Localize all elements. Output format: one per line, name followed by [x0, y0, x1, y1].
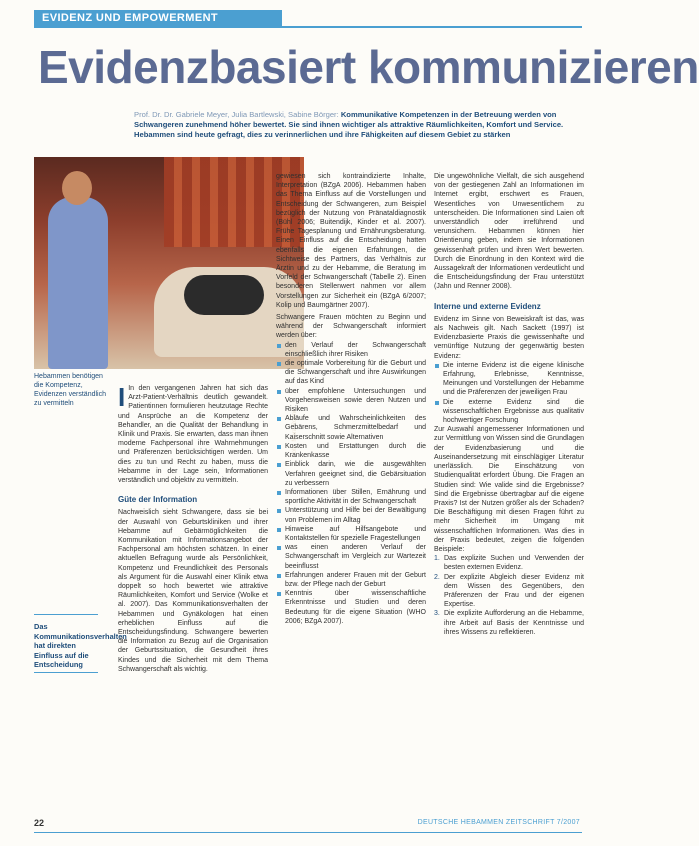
- photo-caption: Hebammen benötigen die Kompetenz, Evidenzen verständlich zu vermitteln: [34, 373, 106, 407]
- magazine-name: DEUTSCHE HEBAMMEN ZEITSCHRIFT 7/2007: [417, 819, 580, 826]
- list-item-text: Informationen über Stillen, Ernährung und sportliche Aktivität in der Schwangerschaft: [285, 488, 426, 506]
- photo-patient: [184, 275, 264, 315]
- col3-body2: Zur Auswahl angemessener Informationen und zur Vermittlung von Wissen sind die Grundlagen der Evidenzbasierung und die Auseinandersetzung mit einschlägiger Literatur unerlässlich. Die Einschätzung von Studienqualität erfordert Übung. Die Fragen an Studien sind: Wie valide sind die Ergebnisse? Sind die Ergebnisse übertragbar auf die eigene Praxis? Ist der Nutzen größer als der Schaden? Die Beschäftigung mit diesen Fragen führt zu mehr Sicherheit im Umgang mit wissenschaftlichen Informationen. Was dies in der Praxis bedeutet, zeigen die folgenden Beispiele:: [434, 426, 584, 553]
- list-item: [276, 359, 426, 387]
- column-1: [118, 384, 268, 809]
- col1-intro-text: In den vergangenen Jahren hat sich das Arzt-Patient-Verhältnis deutlich gewandelt. Patientinnen formulieren heutzutage Rechte und Ansprüche an die Kompetenz der Behandler, an die Qualität der Behandlung in Klinik und Praxis. Sie erwarten, dass man ihnen moderne Fachpersonal ihre Wahrnehmungen und Präferenzen berücksichtigen werden. Um dies zu tun und Recht zu haben, muss die Hebamme in der Lage sein, Informationen verständlich und objektiv zu vermitteln.: [118, 385, 268, 485]
- col3-body: Evidenz im Sinne von Beweiskraft ist das, was als Nachweis gilt. Nach Sackett (1997) ist Evidenzbasierte Praxis die gewissenhafte und vernünftige Nutzung der gegenwärtig besten Evidenz:: [434, 315, 584, 360]
- list-item-text: über empfohlene Untersuchungen und Vorgehensweisen sowie deren Nutzen und Risiken: [285, 387, 426, 414]
- col3-heading: Interne und externe Evidenz: [434, 301, 541, 311]
- col1-intro-paragraph: [118, 384, 268, 485]
- list-item-text: Unterstützung und Hilfe bei der Bewältigung von Problemen im Alltag: [285, 507, 426, 524]
- section-band: [34, 10, 282, 26]
- photo-credit: Foto: Mara Rohne: [292, 408, 298, 457]
- col3-numbered-list: [434, 554, 584, 637]
- list-item-text: die optimale Vorbereitung für die Geburt und die Schwangerschaft und ihre Auswirkungen auf das Kind: [285, 360, 426, 386]
- list-item-text: Die externe Evidenz sind die wissenschaftlichen Ergebnisse aus qualitativ hochwertiger Forschung: [443, 398, 584, 425]
- list-item: [276, 571, 426, 589]
- list-item: [434, 398, 584, 426]
- list-item-text: Hinweise auf Hilfsangebote und Kontaktstellen für spezielle Fragestellungen: [285, 525, 426, 542]
- list-item: [434, 609, 584, 637]
- col3-list: [434, 361, 584, 425]
- header-rule: [34, 26, 582, 28]
- list-item: [276, 506, 426, 524]
- list-item: [276, 543, 426, 571]
- photo-midwife: [48, 197, 108, 369]
- col2-intro: Schwangere Frauen möchten zu Beginn und während der Schwangerschaft informiert werden über:: [276, 314, 426, 340]
- list-item: [434, 554, 584, 572]
- list-item-text: Die explizite Aufforderung an die Hebamme, ihre Arbeit auf Basis der Kenntnisse und ihres Wissens zu reflektieren.: [444, 610, 584, 636]
- list-item: [276, 341, 426, 359]
- pull-quote-rule-bottom: [34, 672, 98, 673]
- lead-text: Kommunikative Kompetenzen in der Betreuung werden von Schwangeren zunehmend höher bewertet. Sie sind ihnen wichtiger als attraktive Räumlichkeiten, Komfort und Service. Hebammen sind heute gefragt, dies zu verinnerlichen und ihre Fähigkeiten auf diesem Gebiet zu stärken: [134, 110, 564, 139]
- list-item: [276, 525, 426, 543]
- col2-list: [276, 341, 426, 626]
- column-3: [434, 172, 584, 812]
- article-authors: Prof. Dr. Dr. Gabriele Meyer, Julia Bartlewski, Sabine Börger:: [134, 110, 339, 119]
- list-item: [276, 589, 426, 626]
- list-item-text: Einblick darin, wie die ausgewählten Verfahren geeignet sind, die Gebärsituation zu verbessern: [285, 461, 426, 487]
- col1-heading: Güte der Information: [118, 495, 198, 505]
- article-lead: [134, 110, 578, 140]
- list-item: [276, 442, 426, 460]
- list-item: [434, 573, 584, 610]
- list-item: [276, 460, 426, 488]
- list-item: [276, 387, 426, 415]
- list-item-text: Kenntnis über wissenschaftliche Erkenntnisse und Studien und deren Bedeutung für die eigene Situation (WHO 2006; BZgA 2007).: [285, 590, 426, 625]
- pull-quote-rule-top: [34, 614, 98, 615]
- column-2: [276, 172, 426, 812]
- photo-midwife-head: [62, 171, 92, 205]
- list-item-text: Kosten und Erstattungen durch die Krankenkasse: [285, 442, 426, 460]
- col2-body: gewiesen sich kontraindizierte Inhalte, Interpretation (BZgA 2006). Hebammen haben das Thema Einfluss auf die Vorstellungen und Entscheidung der Schwangeren, zum Beispiel bezüglich der Nutzung von Pränataldiagnostik (Bühl 2006; Buitendijk, Kinder et al. 2007). Frühe Tagesplanung und Ernährungsberatung. Einen Einfluss auf die Entscheidung hatten ebenfalls die eigenen Erfahrungen, die Sichtweise des Partners, das Verhältnis zur Ärztin und zu der Hebamme, die Beratung im Vorfeld der Schwangerschaft (Tabelle 2). Einen besonderen Stellenwert nahmen vor allem Vorstellungen zur Sicherheit ein (BZgA 6/2007; Kolip und Baumgärtner 2007).: [276, 173, 426, 309]
- pull-quote: Das Kommunikationsverhalten hat direkten Einfluss auf die Entscheidung: [34, 622, 127, 670]
- list-item: [434, 361, 584, 398]
- section-label: EVIDENZ UND EMPOWERMENT: [42, 12, 219, 24]
- list-number: 2.: [434, 573, 440, 581]
- article-title: Evidenzbasiert kommunizieren: [38, 41, 699, 93]
- list-item-text: Die interne Evidenz ist die eigene klinische Erfahrung, Erlebnisse, Kenntnisse, Meinungen und Vorstellungen der Hebamme und die Präferenzen der jeweiligen Frau: [443, 361, 584, 397]
- dropcap: I: [118, 382, 126, 412]
- col1-body: Nachweislich sieht Schwangere, dass sie bei der Auswahl von Geburtskliniken und ihrer Hebamme auf Gebärmöglichkeiten die Kommunikation mit Informationsangebot der Fachpersonal am höchsten schätzen. In einer aktuellen Befragung wurde als Persönlichkeit, Kompetenz und Freundlichkeit des Personals als Argument für die Auswahl einer Klinik etwa doppelt so hoch bewertet wie attraktive Räumlichkeiten, Komfort und Service (Wolke et al. 2007). Das Kommunikationsverhalten der Hebammen und Gynäkologen hat einen erheblichen Einfluss auf die Entscheidungsfindung. Schwangere bewerten die Information zu Bezug auf die Organisation der Geburtssituation, die Gesundheit ihres Kindes und die Sicherheit mit dem Thema Schwangerschaft als wichtig.: [118, 509, 268, 673]
- list-number: 3.: [434, 610, 440, 618]
- col3-intro: Die ungewöhnliche Vielfalt, die sich ausgehend von der gestiegenen Zahl an Informationen im Internet ergibt, erschwert es Frauen, Wesentliches von Unwesentlichem zu unterscheiden. Die Informationen sind Laien oft unverständlich oder irreführend und verunsichern. Hebammen können hier Orientierung geben, indem sie Informationen gewissenhaft prüfen und ihren Wert bewerten. Durch die Einordnung in den Kontext wird die Aussagekraft der Informationen verdeutlicht und die Entscheidungsfindung der Frau unterstützt (Jahn und Renner 2008).: [434, 173, 584, 291]
- list-item-text: Das explizite Suchen und Verwenden der besten externen Evidenz.: [444, 555, 584, 572]
- list-item-text: Erfahrungen anderer Frauen mit der Geburt bzw. der Pflege nach der Geburt: [285, 571, 426, 588]
- list-item: [276, 488, 426, 506]
- list-item-text: den Verlauf der Schwangerschaft einschließlich ihrer Risiken: [285, 341, 426, 358]
- list-item-text: Der explizite Abgleich dieser Evidenz mit dem Wissen des Gegenübers, den Präferenzen der Frau und der eigenen Expertise.: [444, 573, 584, 609]
- list-item-text: Abläufe und Wahrscheinlichkeiten des Gebärens, Schmerzmittelbedarf und Kaiserschnitt sowie Alternativen: [285, 415, 426, 441]
- list-item: [276, 414, 426, 442]
- page-number: 22: [34, 818, 45, 828]
- footer-rule: [34, 832, 582, 833]
- list-item-text: was einen anderen Verlauf der Schwangerschaft im Vergleich zur Wartezeit beeinflusst: [285, 544, 426, 570]
- list-number: 1.: [434, 555, 440, 563]
